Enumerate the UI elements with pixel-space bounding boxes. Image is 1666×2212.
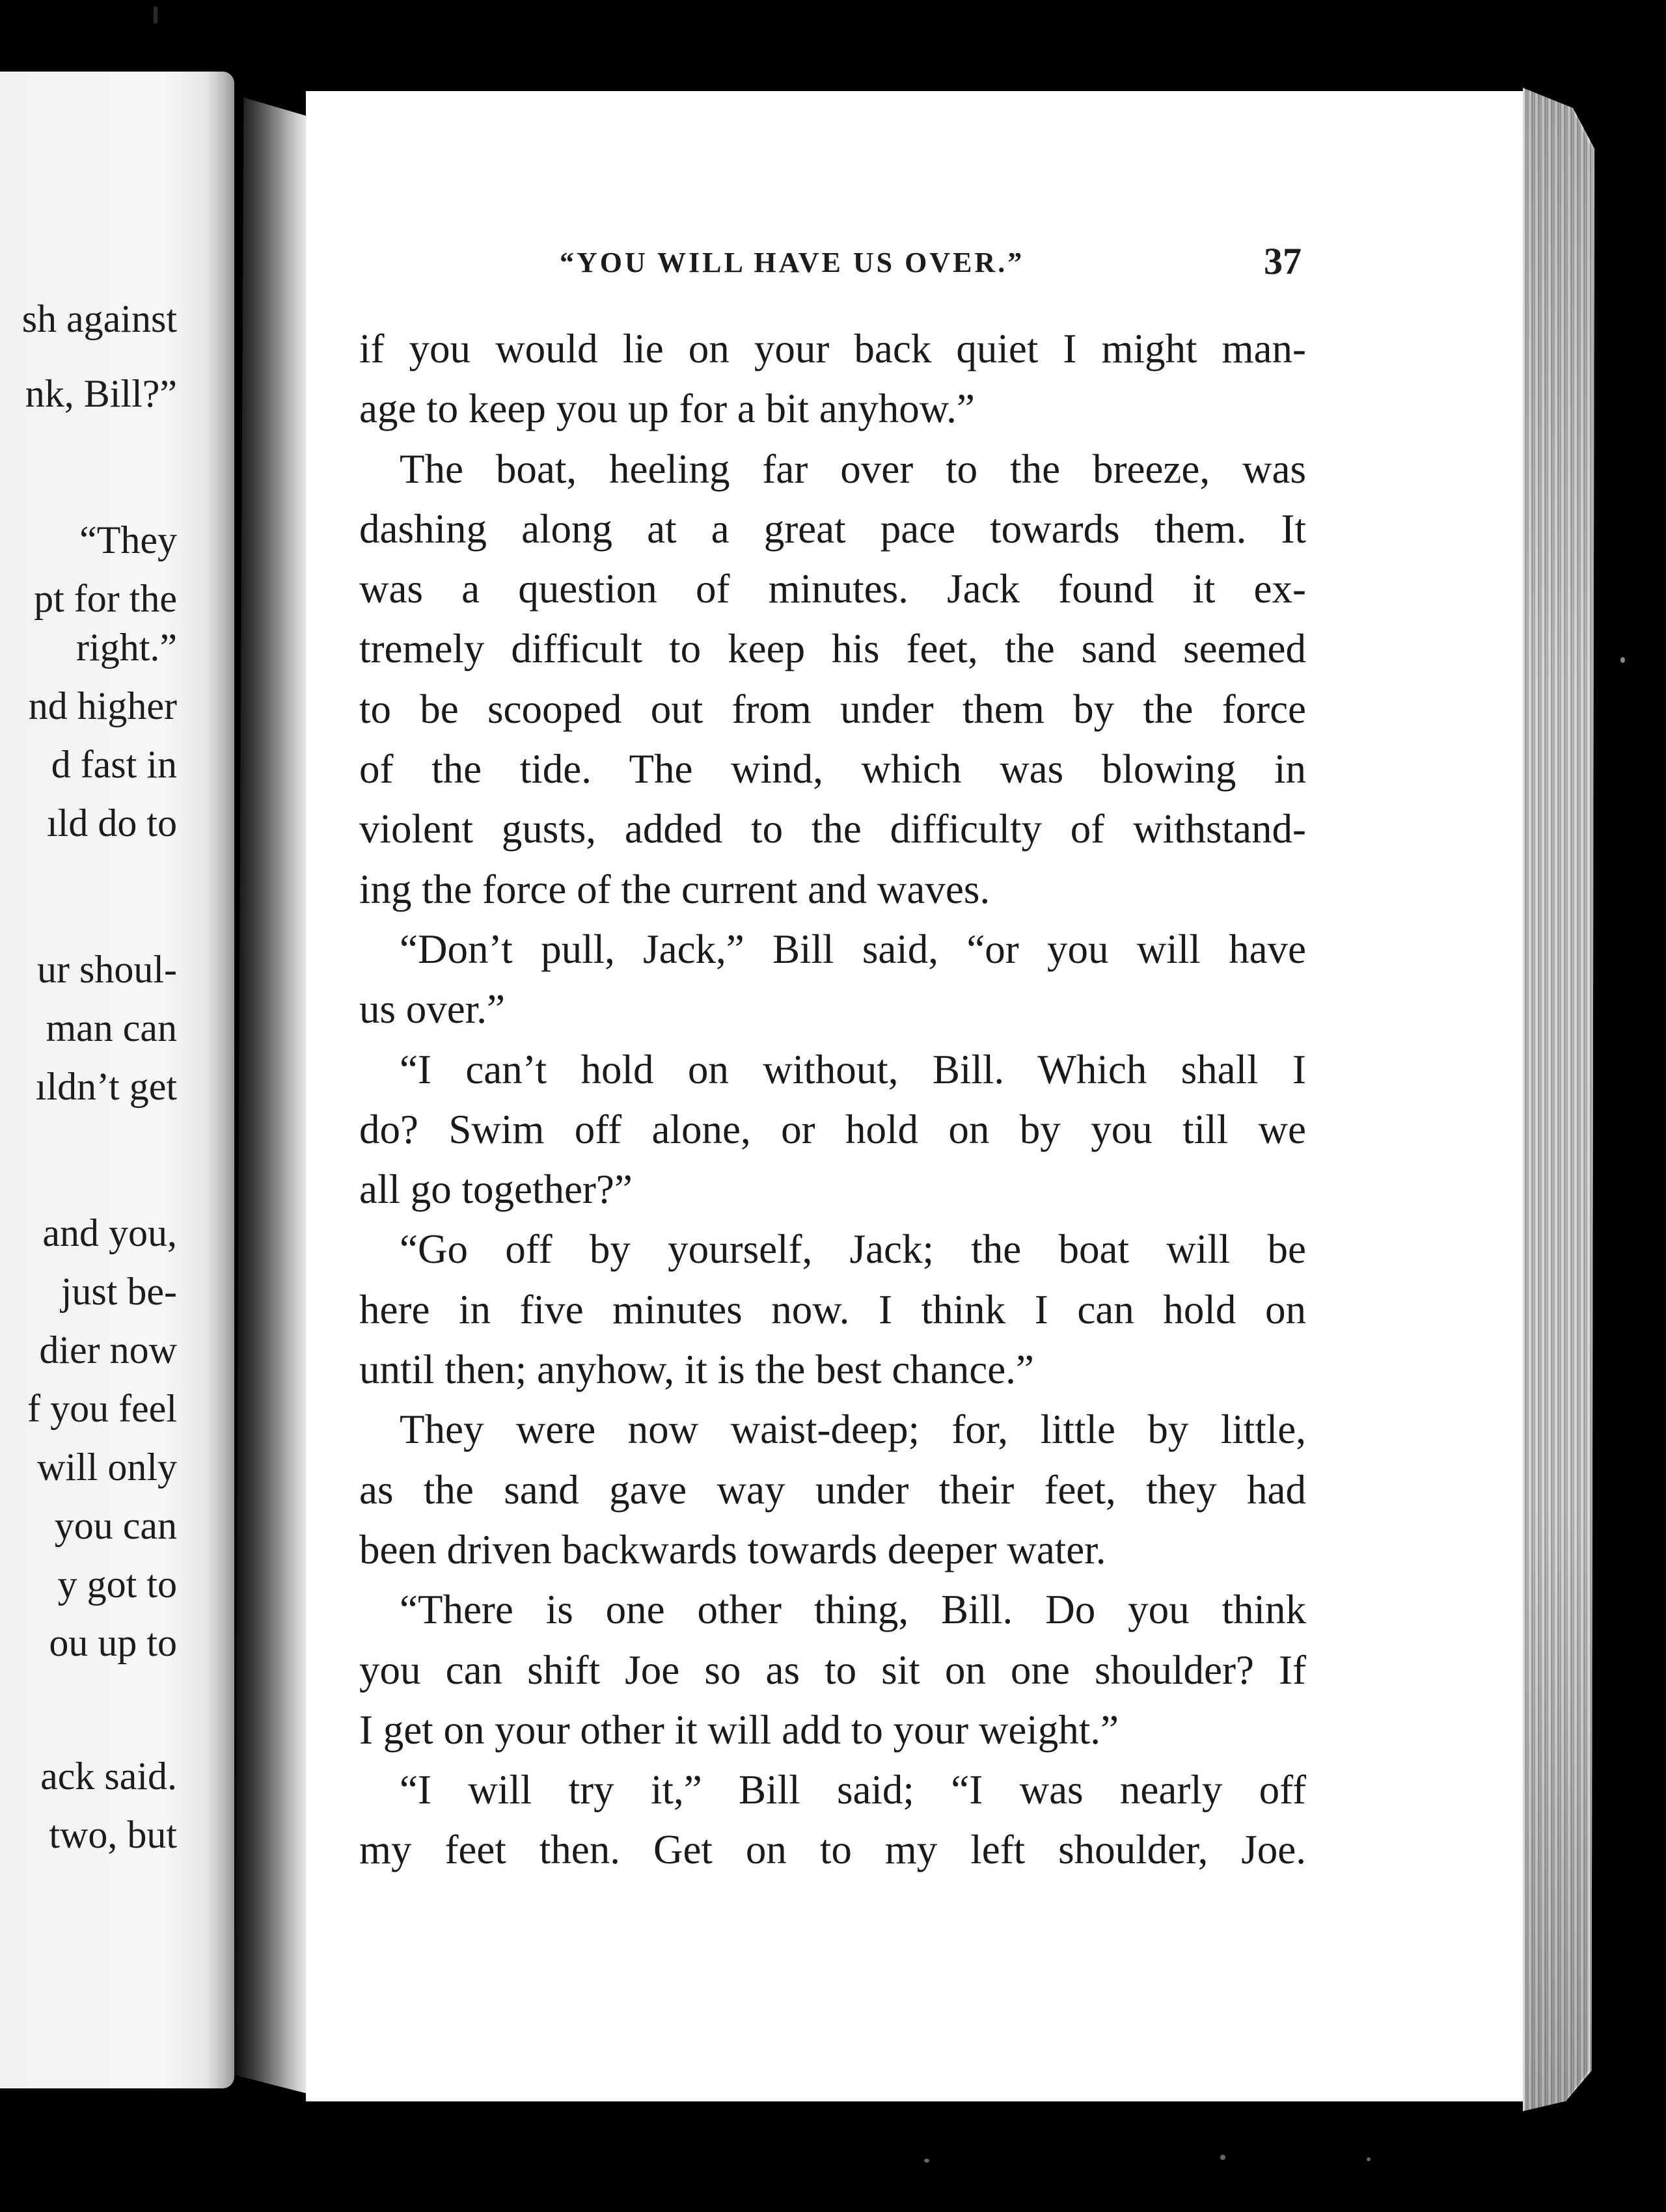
previous-page-line: sh against	[21, 297, 177, 340]
text-line: ing the force of the current and waves.	[359, 866, 990, 912]
page-number: 37	[1264, 240, 1302, 282]
previous-page	[0, 72, 234, 2088]
previous-page-line: right.”	[76, 626, 177, 669]
text-line: violent gusts, added to the difficulty of withstand-	[359, 806, 1306, 852]
text-line: tremely difficult to keep his feet, the sand seemed	[359, 626, 1306, 672]
scan-speck	[154, 7, 157, 23]
previous-page-line: ack said.	[40, 1755, 177, 1798]
text-line: my feet then. Get on to my left shoulder, Joe.	[359, 1827, 1306, 1873]
text-line: to be scooped out from under them by the force	[359, 686, 1306, 732]
previous-page-line: ou up to	[49, 1621, 177, 1664]
previous-page-line: will only	[36, 1446, 177, 1489]
text-line: age to keep you up for a bit anyhow.”	[359, 386, 975, 432]
text-line: was a question of minutes. Jack found it ex-	[359, 566, 1306, 612]
text-line: you can shift Joe so as to sit on one shoulder? If	[359, 1647, 1306, 1693]
previous-page-line: ur shoul-	[37, 948, 177, 991]
text-line: of the tide. The wind, which was blowing in	[359, 746, 1306, 792]
text-line: been driven backwards towards deeper water.	[359, 1526, 1106, 1572]
text-line: “I can’t hold on without, Bill. Which shall I	[400, 1046, 1306, 1092]
previous-page-line: pt for the	[34, 577, 177, 620]
scan-speck	[1220, 2155, 1225, 2160]
text-line: “Don’t pull, Jack,” Bill said, “or you will have	[400, 926, 1306, 972]
previous-page-line: just be-	[61, 1270, 177, 1313]
previous-page-line: d fast in	[51, 743, 177, 786]
text-line: here in five minutes now. I think I can hold on	[359, 1286, 1306, 1332]
previous-page-line: man can	[46, 1006, 177, 1049]
text-line: “Go off by yourself, Jack; the boat will be	[400, 1226, 1306, 1273]
previous-page-line: nk, Bill?”	[25, 372, 177, 415]
scan-speck	[924, 2159, 929, 2163]
text-line: if you would lie on your back quiet I might man-	[359, 326, 1306, 371]
previous-page-line: and you,	[42, 1211, 177, 1254]
text-line: as the sand gave way under their feet, they had	[359, 1466, 1306, 1513]
text-line: until then; anyhow, it is the best chance.”	[359, 1347, 1034, 1393]
text-line: us over.”	[359, 986, 505, 1032]
text-line: all go together?”	[359, 1167, 633, 1213]
previous-page-line: nd higher	[28, 684, 177, 727]
text-line: They were now waist-deep; for, little by little,	[400, 1407, 1306, 1453]
text-line: “There is one other thing, Bill. Do you think	[400, 1587, 1306, 1633]
previous-page-line: two, but	[49, 1813, 177, 1856]
text-line: I get on your other it will add to your weight.”	[359, 1706, 1119, 1753]
text-line: The boat, heeling far over to the breeze, was	[400, 446, 1306, 492]
page-body-text	[359, 319, 1306, 1880]
previous-page-line: f you feel	[27, 1387, 177, 1430]
running-head: “YOU WILL HAVE US OVER.”	[560, 247, 1025, 278]
page-edges-shading	[1526, 88, 1591, 2111]
text-line: dashing along at a great pace towards them. It	[359, 506, 1306, 552]
text-line: do? Swim off alone, or hold on by you till we	[359, 1106, 1306, 1152]
previous-page-line: ıldn’t get	[35, 1065, 177, 1108]
page-header	[560, 240, 1302, 291]
previous-page-line: “They	[79, 519, 177, 561]
previous-page-line: dier now	[39, 1329, 177, 1371]
scan-speck	[1620, 657, 1625, 663]
previous-page-line: you can	[54, 1504, 177, 1547]
scan-speck	[1367, 2157, 1371, 2161]
previous-page-line: ıld do to	[46, 802, 177, 844]
text-line: “I will try it,” Bill said; “I was nearly off	[400, 1767, 1306, 1813]
book-gutter-shadow	[234, 98, 312, 2095]
previous-page-line: y got to	[57, 1563, 177, 1606]
